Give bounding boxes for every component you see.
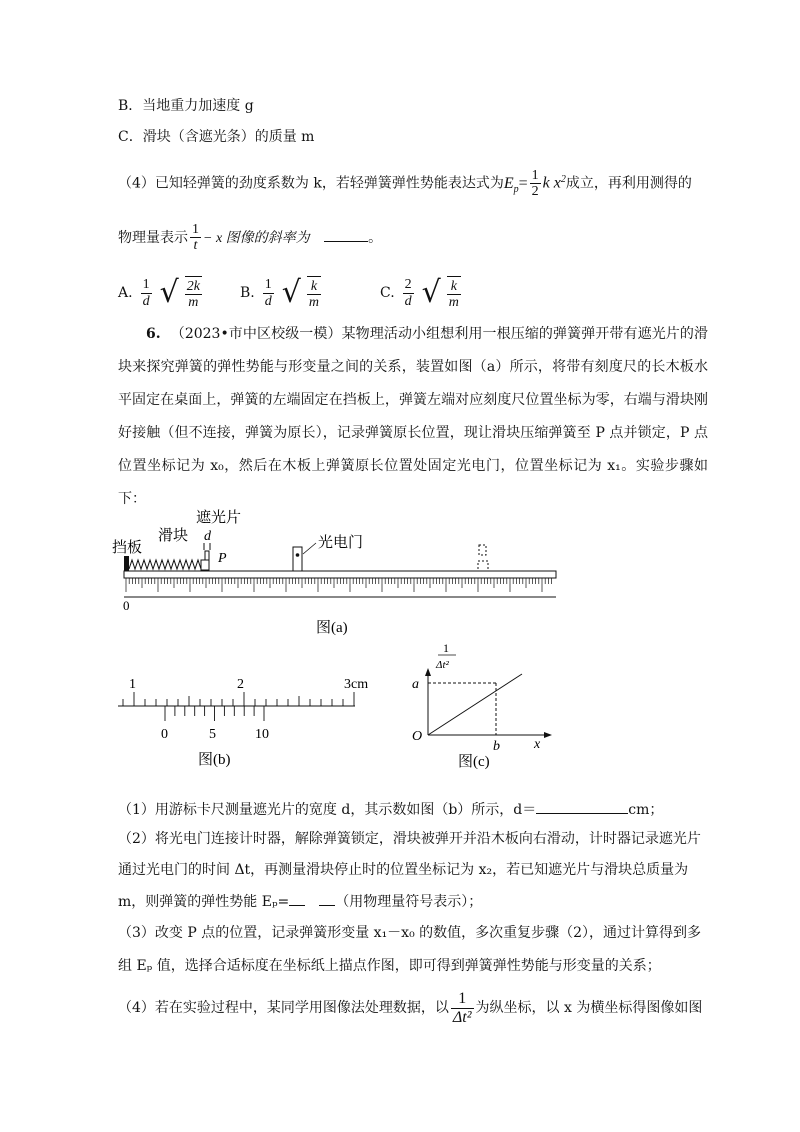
ruler-zero: 0 xyxy=(123,598,130,613)
main-label-2: 2 xyxy=(237,677,244,692)
step-4-pre: （4）若在实验过程中，某同学用图像法处理数据，以 xyxy=(118,1000,449,1016)
label-gate: 光电门 xyxy=(318,535,364,551)
slider-final xyxy=(478,561,488,571)
step-3a: （3）改变 P 点的位置，记录弹簧形变量 x₁－x₀ 的数值，多次重复步骤（2），通过计算得到多 xyxy=(118,925,702,941)
option-c: C．滑块（含遮光条）的质量 m xyxy=(118,129,315,145)
choice-label: C. xyxy=(380,285,395,301)
formula-fraction: $\frac{1}{2}$ xyxy=(531,167,539,200)
main-label-1: 1 xyxy=(129,677,136,692)
ylabel-num: 1 xyxy=(443,641,449,655)
sqrt-sign: √ xyxy=(281,275,301,310)
formula-rest: k x xyxy=(542,174,561,192)
formula-sub: p xyxy=(513,183,519,195)
figure-a xyxy=(110,505,570,640)
ylabel-den: Δt² xyxy=(436,659,449,671)
choice-radicand: $\frac{k}{m}$ xyxy=(447,276,461,311)
vernier-label-10: 10 xyxy=(255,727,269,742)
label-shade: 遮光片 xyxy=(196,510,242,526)
choice-coef: $\frac{1}{d}$ xyxy=(264,277,272,309)
photogate xyxy=(293,547,302,571)
step-2c-post: （用物理量符号表示）； xyxy=(335,894,483,910)
figure-c xyxy=(400,638,560,773)
choice-c[interactable] xyxy=(380,270,463,316)
q4-line-1 xyxy=(118,165,692,205)
caption-b: 图(b) xyxy=(198,752,231,768)
step-2c-pre: m，则弹簧的弹性势能 Eₚ= xyxy=(118,894,290,910)
answer-d-blank[interactable] xyxy=(536,813,628,814)
choice-a[interactable] xyxy=(118,270,204,316)
answer-blank[interactable] xyxy=(324,241,368,242)
q4b-fraction: $\frac{1}{t}$ xyxy=(192,222,199,254)
formula-sup: 2 xyxy=(560,174,566,185)
q4b-middle: − x 图像的斜率为 xyxy=(203,230,310,246)
caption-a: 图(a) xyxy=(316,620,348,636)
formula-lhs: E xyxy=(503,174,514,192)
label-x: x xyxy=(534,737,541,752)
step-1-unit: cm； xyxy=(628,802,664,818)
problem-6-text: （2023•市中区校级一模）某物理活动小组想利用一根压缩的弹簧弹开带有遮光片的滑块来探究弹簧的弹性势能与形变量之间的关系，装置如图（a）所示，将带有刻度尺的长木板水平固定在桌面上，弹簧的左端固定在挡板上，弹簧左端对应刻度尺位置坐标为零，右端与滑块刚好接触（但不连接，弹簧为原长），记录弹簧原长位置，现让滑块压缩弹簧至 P 点并锁定，P 点位置坐标记为 x₀，然后在木板上弹簧原长位置处固定光电门，位置坐标记为 x₁。实验步骤如下： xyxy=(118,326,708,507)
main-label-3: 3cm xyxy=(344,677,369,692)
sqrt-sign: √ xyxy=(159,275,179,310)
answer-ep-blank-2[interactable] xyxy=(319,905,335,906)
label-d: d xyxy=(204,529,211,544)
figure-b xyxy=(110,670,380,770)
vernier-label-0: 0 xyxy=(161,727,168,742)
label-slider: 滑块 xyxy=(158,528,189,544)
step-4-post: 为纵坐标，以 x 为横坐标得图像如图 xyxy=(475,1000,703,1016)
problem-6 xyxy=(118,318,708,516)
choice-coef: $\frac{2}{d}$ xyxy=(404,277,412,309)
step-1-text: （1）用游标卡尺测量遮光片的宽度 d，其示数如图（b）所示，d＝ xyxy=(118,802,537,818)
sqrt-sign: √ xyxy=(421,275,441,310)
choice-coef: $\frac{1}{d}$ xyxy=(142,277,150,309)
q4-suffix: 成立，再利用测得的 xyxy=(565,175,692,192)
step-2c xyxy=(118,892,482,912)
slider-block xyxy=(201,560,209,570)
main-scale xyxy=(123,692,354,706)
q4b-suffix: 。 xyxy=(368,229,383,246)
label-baffle: 挡板 xyxy=(112,540,143,556)
step-4 xyxy=(118,988,702,1028)
step-4-fraction: $\frac{1}{\text{Δt²}}$ xyxy=(452,989,472,1026)
label-origin: O xyxy=(412,729,423,744)
step-3b: 组 Eₚ 值，选择合适标度在坐标纸上描点作图，即可得到弹簧弹性势能与形变量的关系； xyxy=(118,958,661,974)
ruler xyxy=(126,578,552,592)
label-a: a xyxy=(412,677,419,692)
board xyxy=(124,571,556,578)
choice-label: A. xyxy=(118,285,133,301)
label-P: P xyxy=(218,551,227,566)
q4-line-2 xyxy=(118,222,382,254)
baffle xyxy=(124,556,129,571)
vernier-scale xyxy=(165,706,264,721)
option-b: B．当地重力加速度 g xyxy=(118,98,254,114)
problem-number: 6. xyxy=(146,326,161,342)
choice-label: B. xyxy=(240,285,255,301)
spring xyxy=(129,560,201,569)
caption-c: 图(c) xyxy=(458,754,490,770)
choices-row xyxy=(118,270,538,316)
step-1 xyxy=(118,800,663,820)
formula-eq: = xyxy=(518,174,528,192)
label-b: b xyxy=(493,739,500,754)
step-2a: （2）将光电门连接计时器，解除弹簧锁定，滑块被弹开并沿木板向右滑动，计时器记录遮光片 xyxy=(118,831,701,847)
shade-strip xyxy=(205,551,209,560)
choice-b[interactable] xyxy=(240,270,323,316)
choice-radicand: $\frac{2k}{m}$ xyxy=(185,276,202,311)
vernier-label-5: 5 xyxy=(209,727,216,742)
q4b-prefix: 物理量表示 xyxy=(118,229,188,246)
step-2b: 通过光电门的时间 Δt，再测量滑块停止时的位置坐标记为 x₂，若已知遮光片与滑块总质量为 xyxy=(118,862,689,878)
answer-ep-blank-1[interactable] xyxy=(289,905,305,906)
q4-prefix: （4）已知轻弹簧的劲度系数为 k，若轻弹簧弹性势能表达式为 xyxy=(118,175,504,192)
choice-radicand: $\frac{k}{m}$ xyxy=(307,276,321,311)
